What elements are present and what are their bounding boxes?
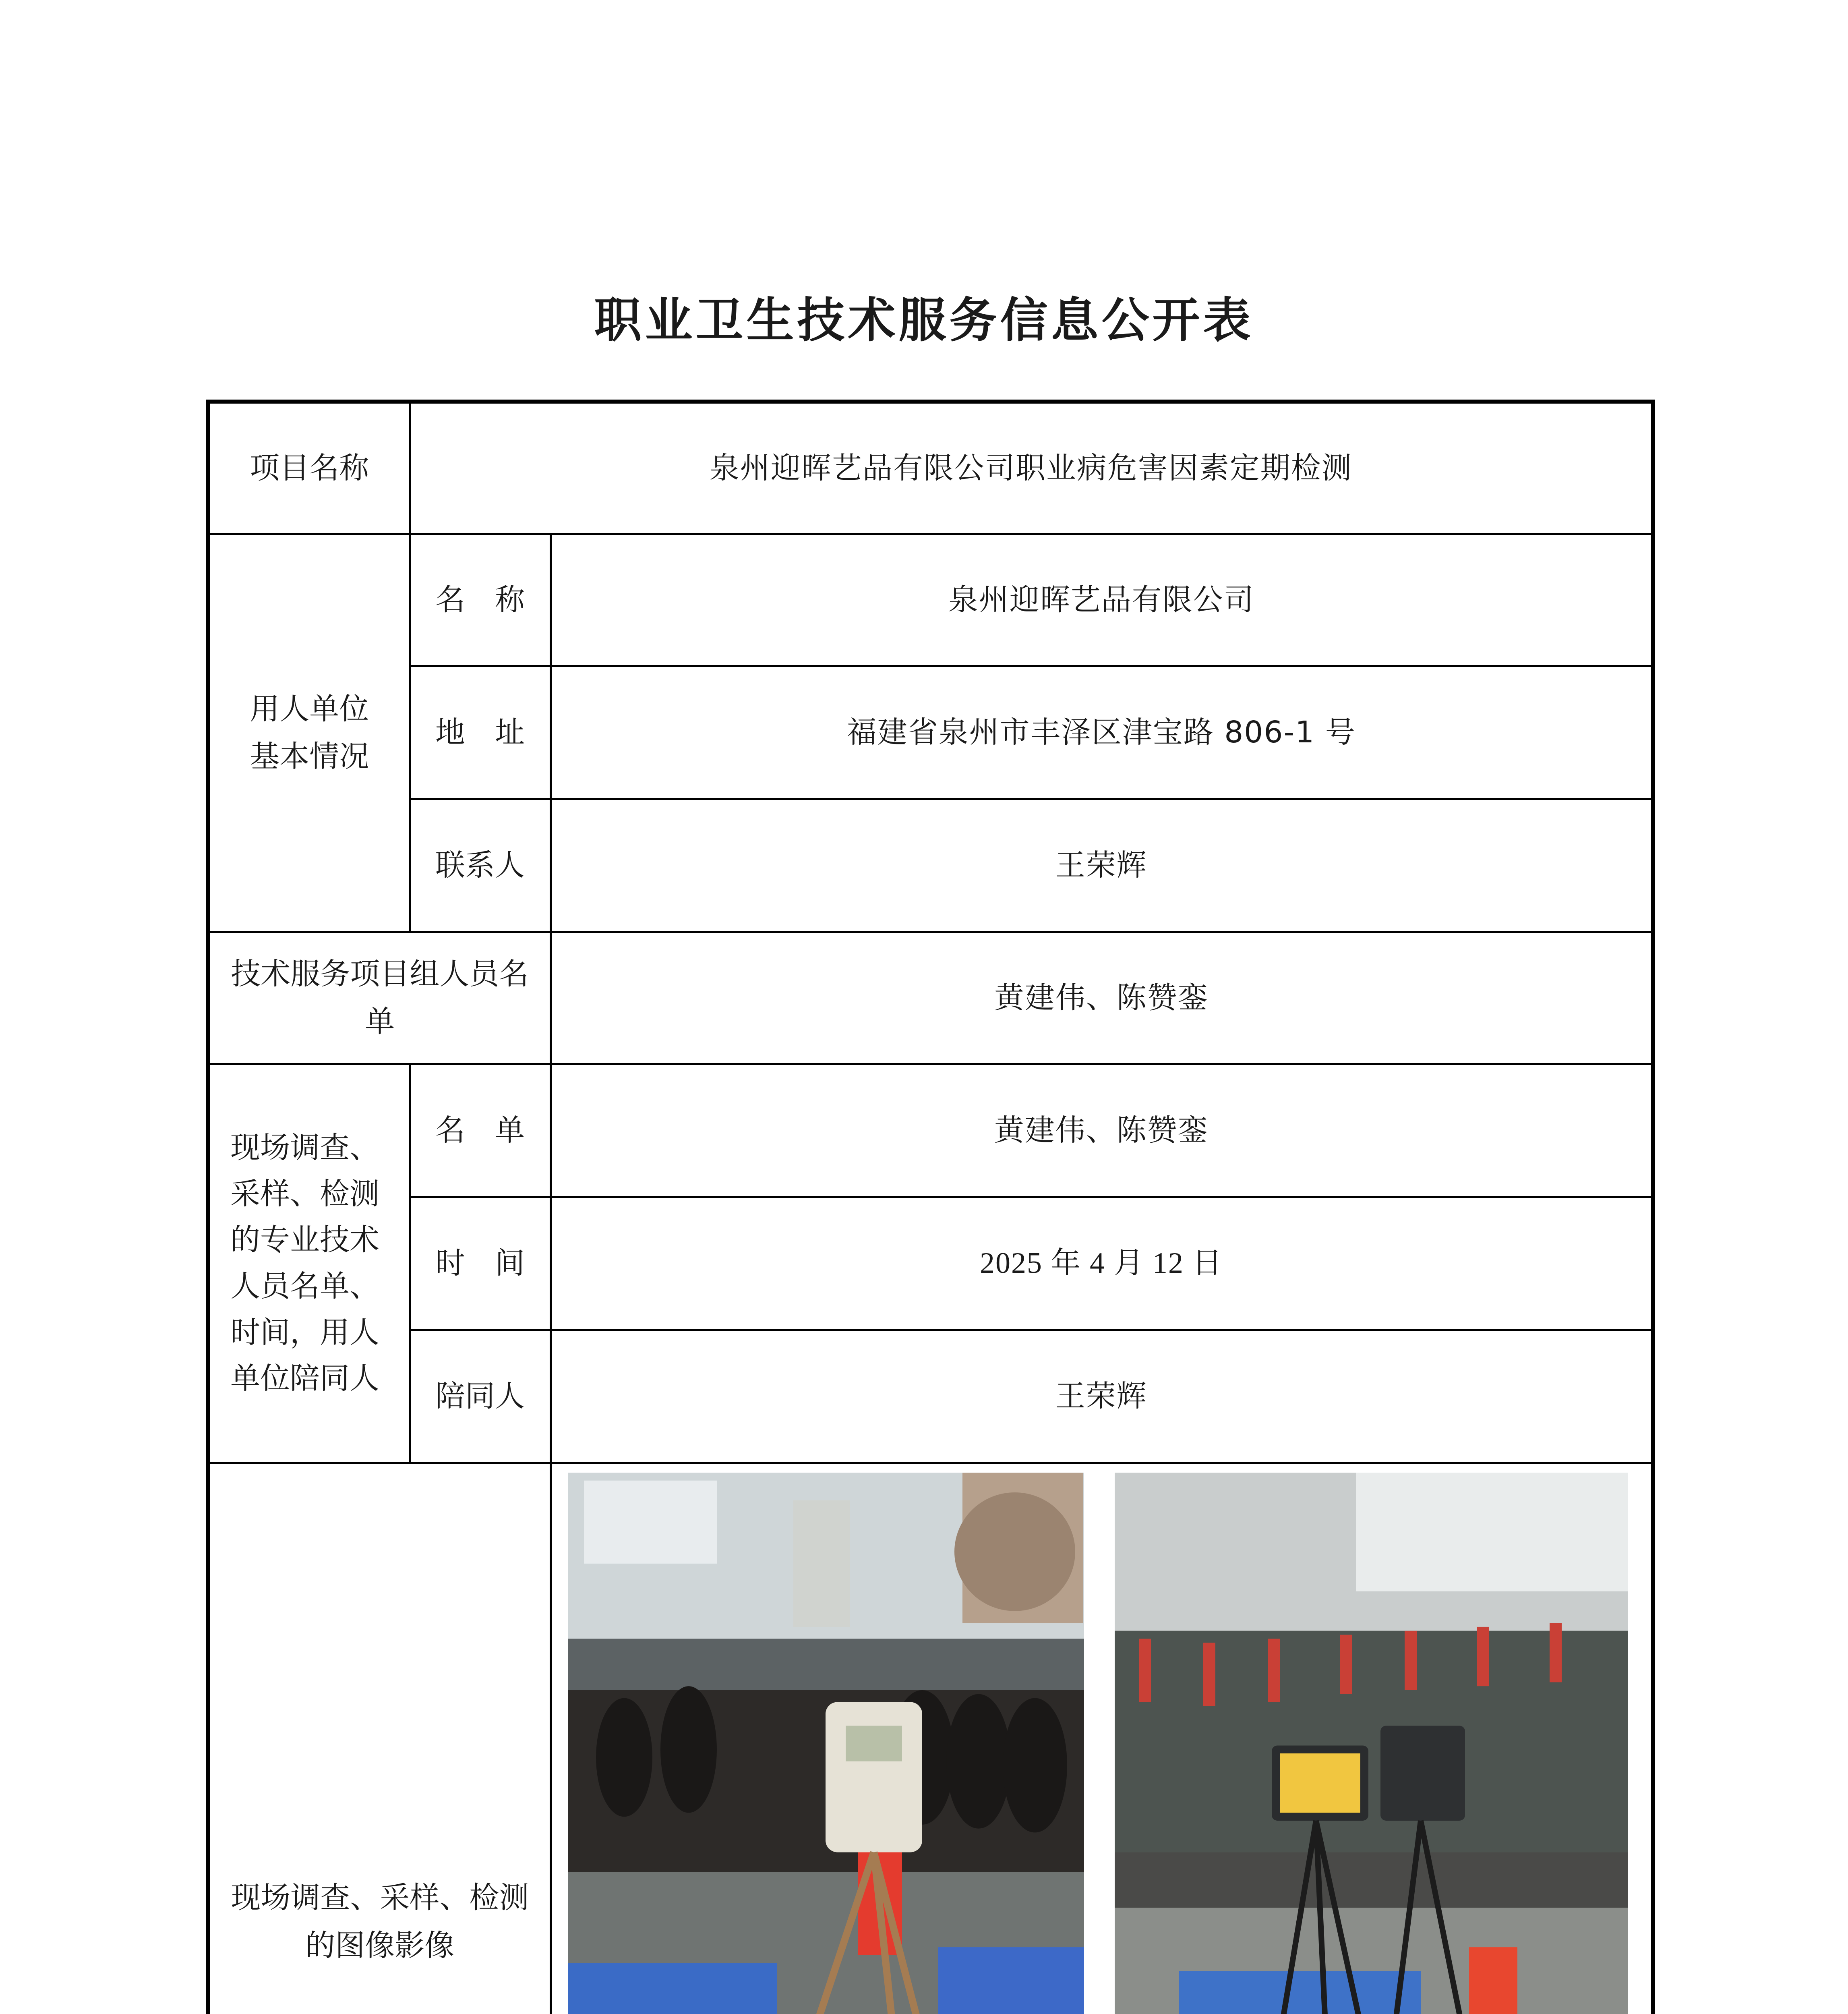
sound-level-meter-photo: [568, 1473, 1084, 2014]
survey-label: 现场调查、采样、检测的专业技术人员名单、时间，用人单位陪同人: [208, 1064, 410, 1463]
employer-contact-value: 王荣辉: [550, 799, 1653, 932]
dust-sampler-photo: [1115, 1473, 1628, 2014]
employer-contact-label: 联系人: [410, 799, 550, 932]
employer-label-text: 用人单位基本情况: [250, 691, 369, 774]
employer-name-label: 名 称: [410, 534, 550, 666]
survey-time-label: 时 间: [410, 1197, 550, 1330]
page-title: 职业卫生技术服务信息公开表: [594, 292, 1254, 348]
employer-name-value: 泉州迎晖艺品有限公司: [550, 534, 1653, 666]
survey-list-label: 名 单: [410, 1064, 550, 1197]
team-value: 黄建伟、陈赞銮: [550, 932, 1653, 1064]
survey-time-value: 2025 年 4 月 12 日: [550, 1197, 1653, 1330]
project-name-label: 项目名称: [208, 402, 410, 534]
images-label: 现场调查、采样、检测的图像影像: [208, 1463, 550, 2014]
images-cell: [550, 1463, 1653, 2014]
survey-escort-value: 王荣辉: [550, 1330, 1653, 1463]
employer-address-value: 福建省泉州市丰泽区津宝路 806-1 号: [550, 666, 1653, 799]
survey-escort-label: 陪同人: [410, 1330, 550, 1463]
info-table: [206, 400, 1655, 2014]
employer-address-label: 地 址: [410, 666, 550, 799]
survey-list-value: 黄建伟、陈赞銮: [550, 1064, 1653, 1197]
team-label: 技术服务项目组人员名单: [208, 932, 550, 1064]
employer-label: [208, 534, 410, 932]
project-name-value: 泉州迎晖艺品有限公司职业病危害因素定期检测: [410, 402, 1653, 534]
